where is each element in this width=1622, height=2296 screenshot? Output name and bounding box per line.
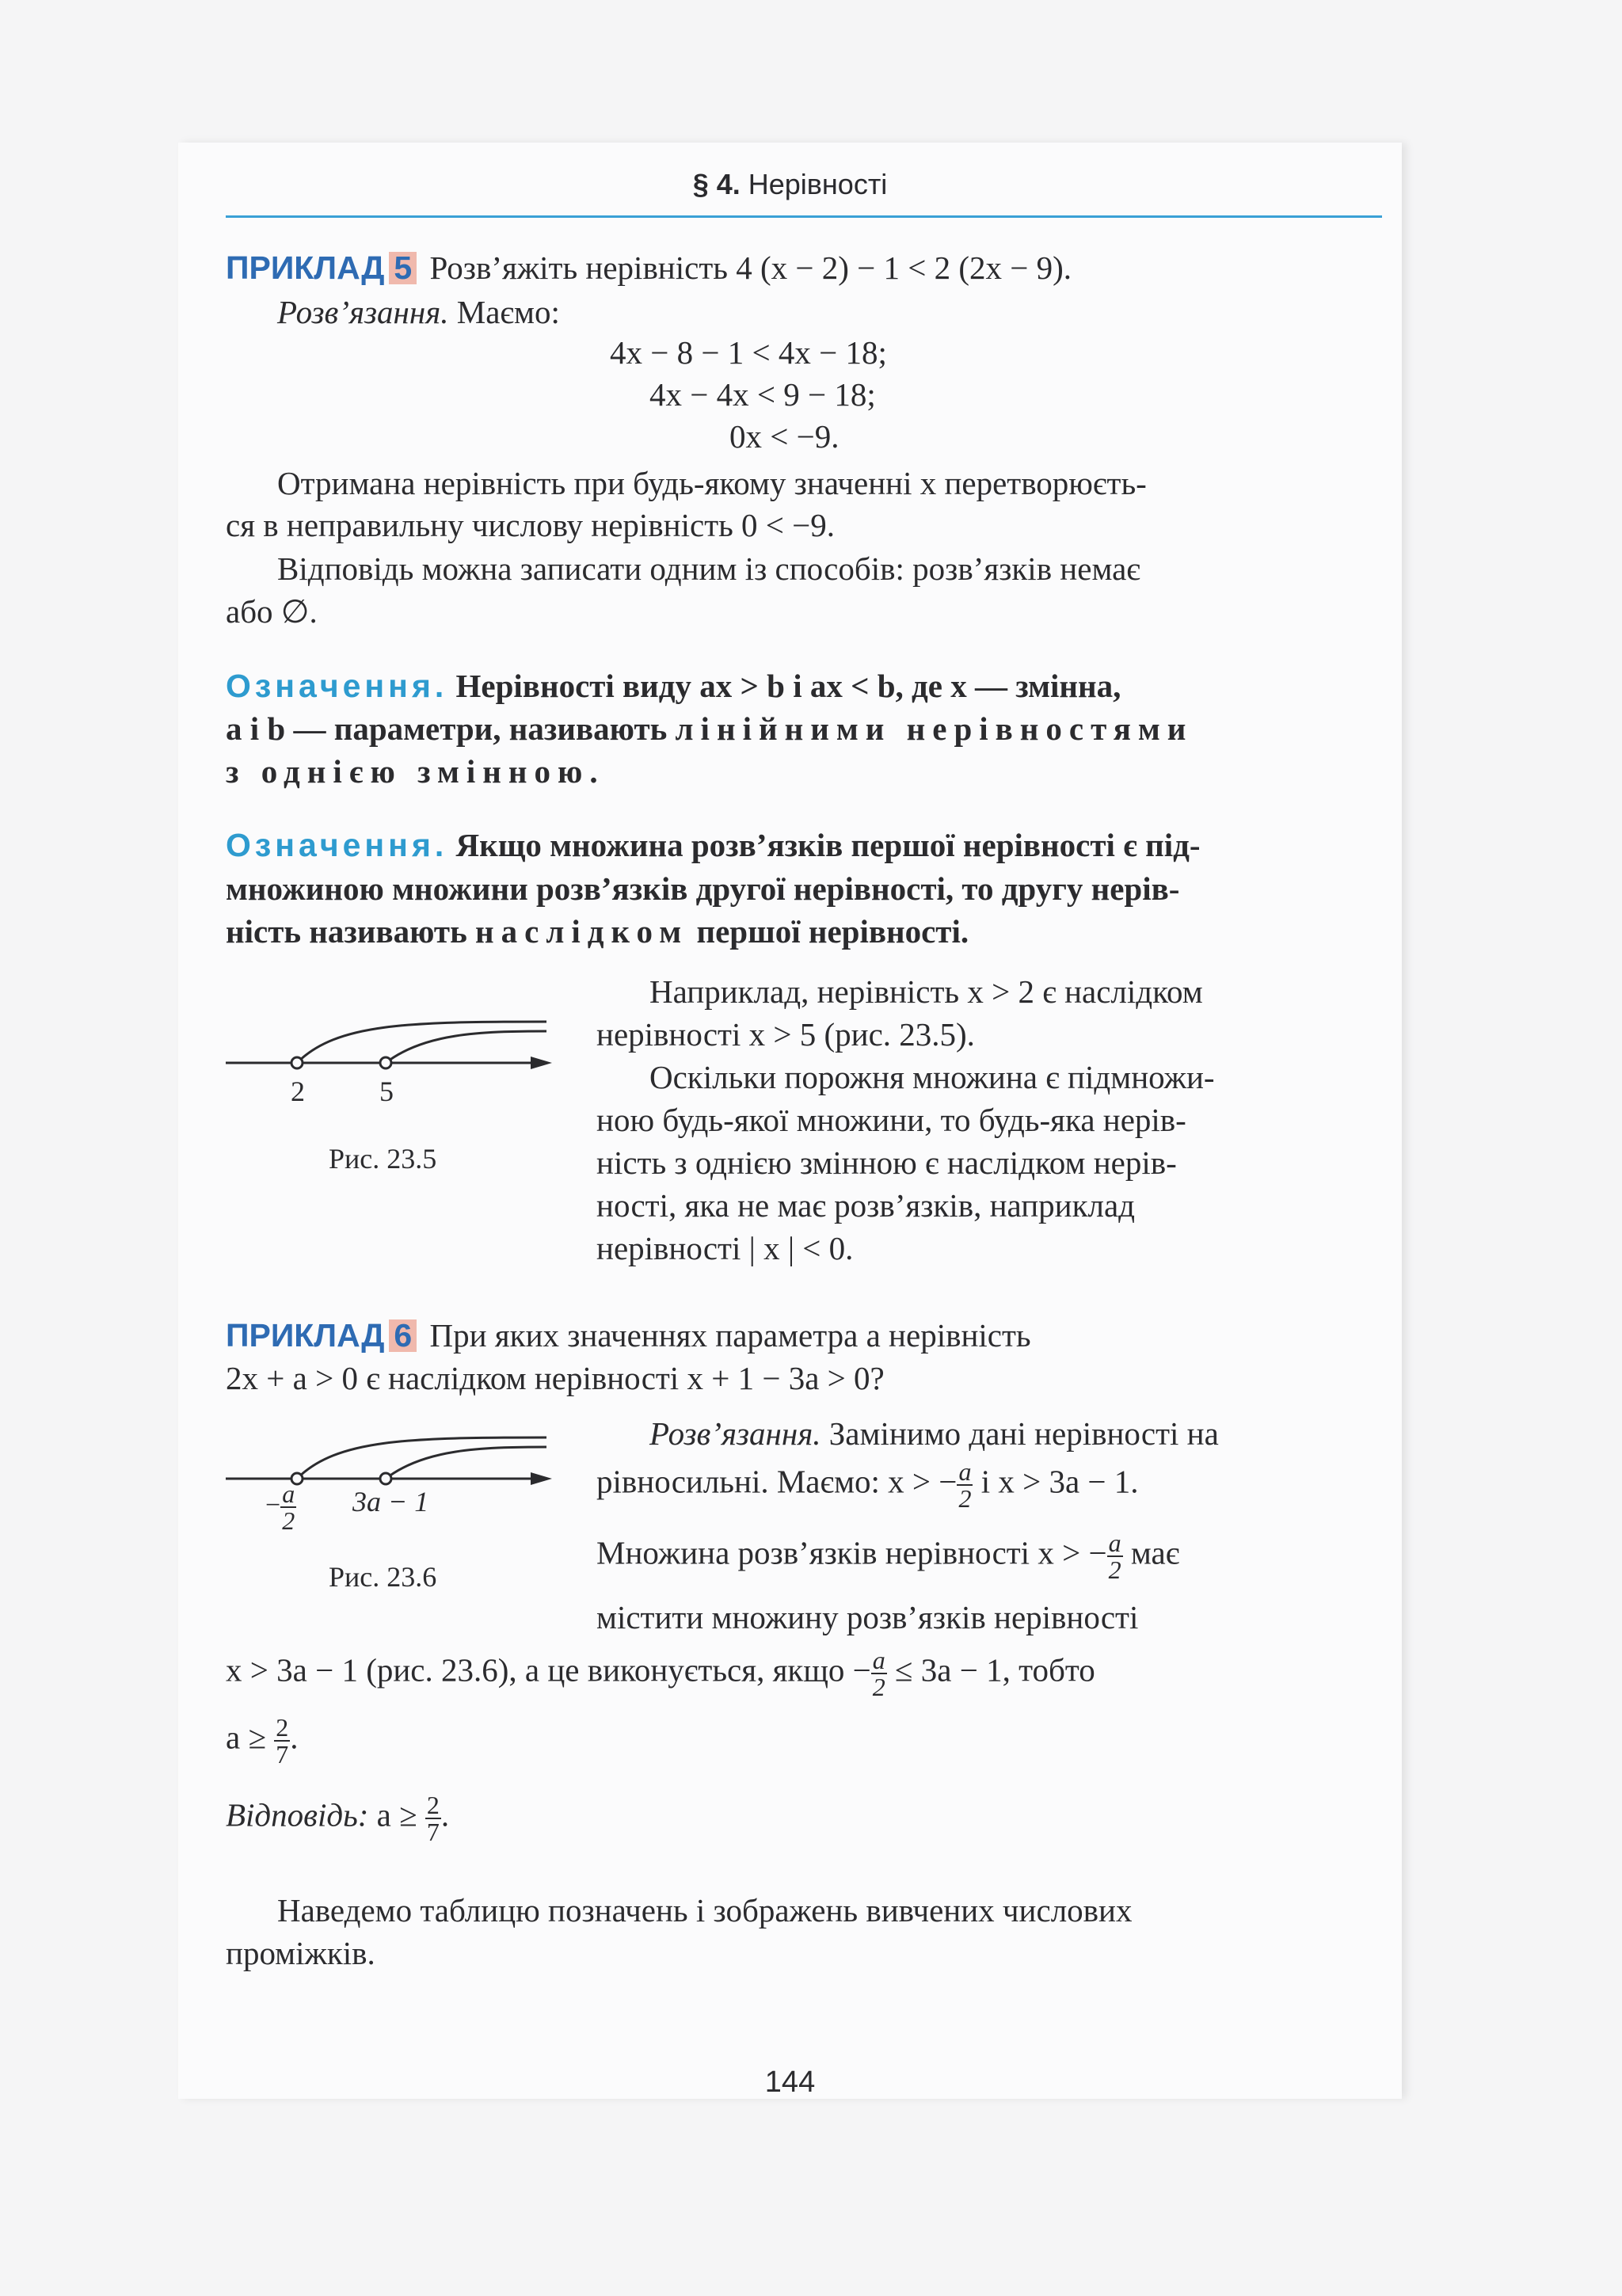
solution-label: Розв’язання.	[277, 294, 449, 330]
open-point-5	[380, 1057, 391, 1068]
fraction-denominator: 2	[282, 1506, 295, 1535]
paragraph-line	[596, 1530, 1179, 1582]
fraction-numerator: a	[282, 1479, 295, 1508]
paragraph-line: Наведемо таблицю позначень і зображень вивчених числових	[277, 1892, 1133, 1929]
fraction-denominator: 2	[1108, 1555, 1121, 1584]
defined-term: наслідком	[475, 913, 689, 950]
header-rule	[226, 215, 1382, 218]
definition-label: Означення.	[226, 827, 448, 863]
page-number: 144	[764, 2066, 816, 2099]
definition-2-line	[226, 829, 1201, 862]
fraction-denominator: 2	[872, 1673, 885, 1701]
fraction-denominator: 2	[958, 1484, 972, 1513]
solution-text: .	[290, 1719, 299, 1756]
figure-caption: Рис. 23.6	[329, 1561, 437, 1593]
answer-label: Відповідь:	[226, 1796, 369, 1833]
ray-x-greater-2	[297, 1022, 546, 1063]
example-5-task: Розв’яжіть нерівність 4 (x − 2) − 1 < 2 (2x − 9).	[429, 249, 1072, 286]
paragraph-line	[226, 1647, 1095, 1700]
paragraph-line: Оскільки порожня множина є підмножи-	[649, 1059, 1215, 1095]
paragraph-line: нерівності | x | < 0.	[596, 1230, 854, 1266]
solution-text: Замінимо дані нерівності на	[828, 1415, 1219, 1452]
defined-term: лінійними нерівностями	[675, 710, 1194, 747]
fraction-denominator: 7	[426, 1818, 440, 1846]
page-header	[178, 168, 1402, 201]
example-5-solution	[277, 296, 560, 329]
definition-text: першої нерівності.	[696, 913, 969, 950]
definition-1-line	[226, 670, 1121, 703]
example-number: 5	[389, 252, 417, 284]
tick-label: 3a − 1	[352, 1486, 429, 1517]
solution-text: ≤ 3a − 1, тобто	[886, 1651, 1095, 1689]
example-label: ПРИКЛАД	[226, 249, 385, 286]
figure-caption: Рис. 23.5	[329, 1143, 437, 1175]
solution-text: має	[1122, 1534, 1180, 1571]
answer-text: a ≥	[368, 1796, 425, 1833]
paragraph-line: Відповідь можна записати одним із способів: розв’язків немає	[277, 550, 1140, 587]
paragraph-line: ною будь-якої множини, то будь-яка нерів-	[596, 1102, 1186, 1138]
ray-x-greater-5	[386, 1031, 546, 1063]
paragraph-line: ності, яка не має розв’язків, наприклад	[596, 1187, 1136, 1224]
solution-text: і x > 3a − 1.	[973, 1463, 1139, 1500]
fraction-numerator: a	[1108, 1529, 1121, 1557]
answer-text: .	[440, 1796, 450, 1833]
fraction-denominator: 7	[276, 1740, 289, 1769]
paragraph-line: Отримана нерівність при будь-якому значенні x перетворюєть-	[277, 465, 1147, 501]
equation-3: 0x < −9.	[729, 418, 840, 455]
solution-text: a ≥	[226, 1719, 275, 1756]
answer-line	[226, 1792, 449, 1845]
paragraph-line: нерівності x > 5 (рис. 23.5).	[596, 1016, 975, 1053]
solution-intro: Маємо:	[456, 294, 560, 330]
definition-1-line	[226, 710, 1194, 747]
example-5-heading	[226, 249, 1072, 286]
paragraph-line: містити множину розв’язків нерівності	[596, 1599, 1139, 1635]
definition-2-line	[226, 913, 969, 950]
definition-label: Означення.	[226, 668, 448, 704]
example-6-task: При яких значеннях параметра a нерівність	[429, 1317, 1031, 1354]
tick-label-minus-a-half	[265, 1481, 296, 1533]
paragraph-line	[596, 1459, 1139, 1511]
equation-2: 4x − 4x < 9 − 18;	[649, 376, 876, 413]
definition-2-line: множиною множини розв’язків другої нерівності, то другу нерів-	[226, 870, 1180, 907]
definition-text: a і b — параметри, називають	[226, 710, 668, 747]
open-point-2	[291, 1057, 303, 1068]
section-number: § 4.	[692, 168, 741, 200]
textbook-page	[178, 143, 1402, 2099]
axis-arrow	[531, 1472, 552, 1485]
definition-text: ність називають	[226, 913, 467, 950]
solution-label: Розв’язання.	[649, 1415, 821, 1452]
definition-text: Нерівності виду ax > b і ax < b, де x — змінна,	[455, 668, 1121, 704]
solution-text: рівносильні. Маємо: x > −	[596, 1463, 958, 1500]
fraction-numerator: a	[872, 1646, 885, 1674]
minus-sign: −	[265, 1490, 281, 1520]
paragraph-line: ність з однією змінною є наслідком нерів-	[596, 1144, 1177, 1181]
fraction-numerator: 2	[276, 1713, 289, 1742]
example-6-heading	[226, 1319, 1031, 1352]
paragraph-line: або ∅.	[226, 593, 318, 630]
ray-x-greater-minus-a-half	[297, 1437, 546, 1479]
paragraph-line	[649, 1415, 1219, 1452]
paragraph-line: проміжків.	[226, 1935, 375, 1971]
defined-term: з однією змінною.	[226, 753, 605, 790]
section-title: Нерівності	[748, 168, 888, 200]
example-number: 6	[389, 1319, 417, 1352]
ray-x-greater-3a-minus-1	[386, 1447, 546, 1479]
solution-text: x > 3a − 1 (рис. 23.6), а це виконується, якщо −	[226, 1651, 871, 1689]
paragraph-line	[226, 1715, 298, 1767]
definition-text: Якщо множина розв’язків першої нерівності є під-	[455, 827, 1201, 863]
tick-label: 2	[291, 1076, 305, 1107]
example-label: ПРИКЛАД	[226, 1317, 385, 1354]
fraction-numerator: 2	[426, 1791, 440, 1819]
paragraph-line: Наприклад, нерівність x > 2 є наслідком	[649, 973, 1203, 1010]
paragraph-line: ся в неправильну числову нерівність 0 < −9.	[226, 507, 836, 543]
solution-text: Множина розв’язків нерівності x > −	[596, 1534, 1107, 1571]
open-point-3a-minus-1	[380, 1473, 391, 1484]
fraction-numerator: a	[958, 1457, 972, 1486]
equation-1: 4x − 8 − 1 < 4x − 18;	[610, 334, 887, 371]
number-line-figure-23-5	[226, 1006, 558, 1117]
tick-label: 5	[379, 1076, 394, 1107]
axis-arrow	[531, 1057, 552, 1069]
example-6-task-line: 2x + a > 0 є наслідком нерівності x + 1 − 3a > 0?	[226, 1360, 885, 1396]
